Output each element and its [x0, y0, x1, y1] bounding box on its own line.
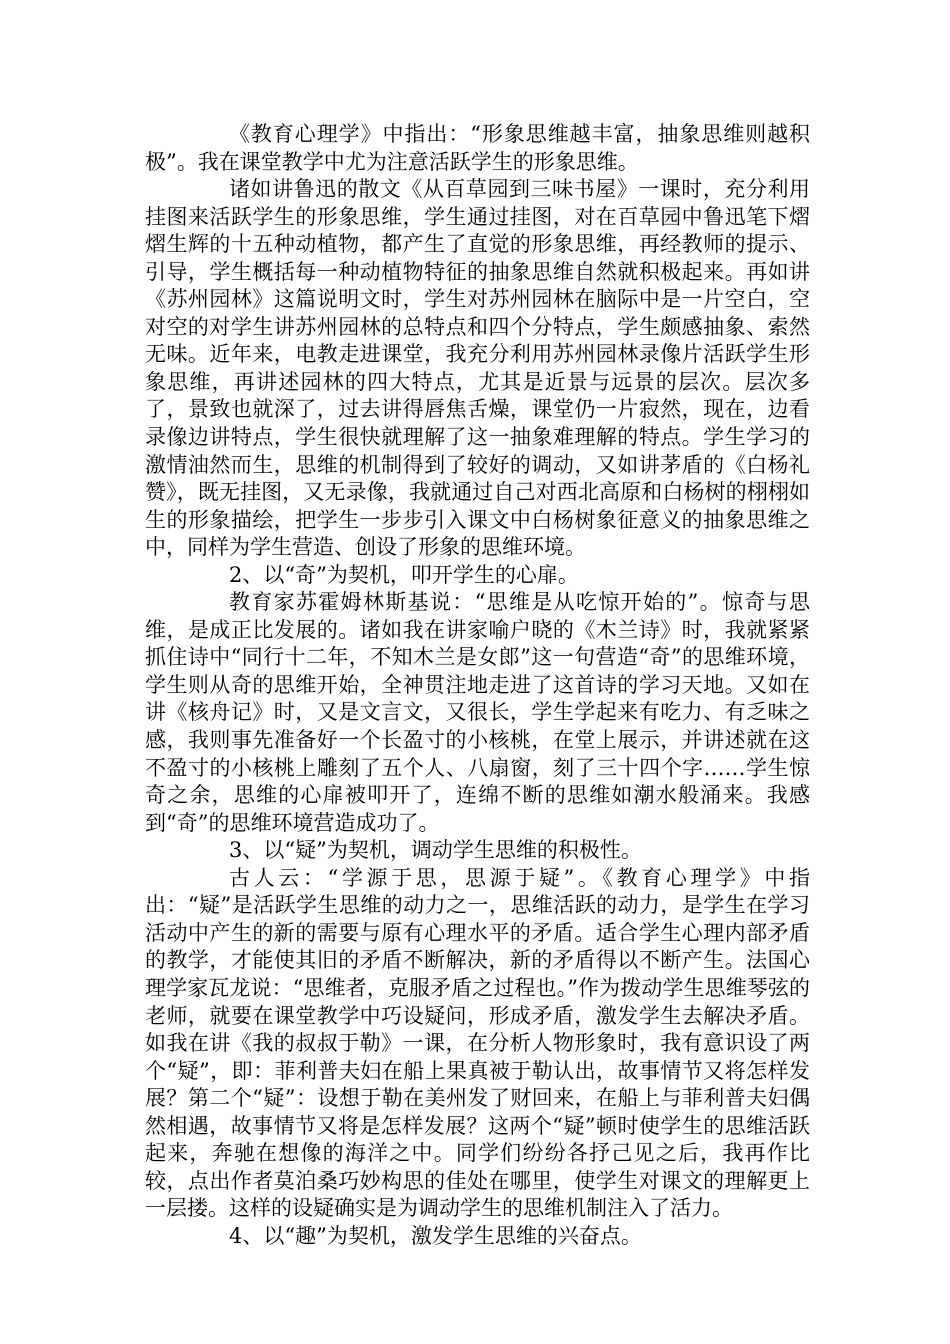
- paragraph-2: 诸如讲鲁迅的散文《从百草园到三味书屋》一课时，充分利用挂图来活跃学生的形象思维，学生通过挂图，对在百草园中鲁迅笔下熠熠生辉的十五种动植物，都产生了直觉的形象思维，再经教师的提示、引导，学生概括每一种动植物特征的抽象思维自然就积极起来。再如讲《苏州园林》这篇说明文时，学生对苏州园林在脑际中是一片空白，空对空的对学生讲苏州园林的总特点和四个分特点，学生颇感抽象、索然无味。近年来，电教走进课堂，我充分利用苏州园林录像片活跃学生形象思维，再讲述园林的四大特点，尤其是近景与远景的层次。层次多了，景致也就深了，过去讲得唇焦舌燥，课堂仍一片寂然，现在，边看录像边讲特点，学生很快就理解了这一抽象难理解的特点。学生学习的激情油然而生，思维的机制得到了较好的调动，又如讲茅盾的《白杨礼赞》，既无挂图，又无录像，我就通过自己对西北高原和白杨树的栩栩如生的形象描绘，把学生一步步引入课文中白杨树象征意义的抽象思维之中，同样为学生营造、创设了形象的思维环境。: [145, 177, 810, 560]
- body-text: [145, 121, 810, 1250]
- section-heading-2: 2、以“奇”为契机，叩开学生的心扉。: [229, 562, 579, 587]
- paragraph-3: 教育家苏霍姆林斯基说：“思维是从吃惊开始的”。惊奇与思维，是成正比发展的。诸如我在讲家喻户晓的《木兰诗》时，我就紧紧抓住诗中“同行十二年，不知木兰是女郎”这一句营造“奇”的思维环境，学生则从奇的思维开始，全神贯注地走进了这首诗的学习天地。又如在讲《核舟记》时，又是文言文，又很长，学生学起来有吃力、有乏味之感，我则事先准备好一个长盈寸的小核桃，在堂上展示，并讲述就在这不盈寸的小核桃上雕刻了五个人、八扇窗，刻了三十四个字……学生惊奇之余，思维的心扉被叩开了，连绵不断的思维如潮水般涌来。我感到“奇”的思维环境营造成功了。: [145, 590, 810, 835]
- paragraph-1: 《教育心理学》中指出：“形象思维越丰富，抽象思维则越积极”。我在课堂教学中尤为注意活跃学生的形象思维。: [145, 122, 810, 174]
- section-heading-4: 4、以“趣”为契机，激发学生思维的兴奋点。: [229, 1223, 642, 1248]
- paragraph-4: 古人云：“学源于思，思源于疑”。《教育心理学》中指出：“疑”是活跃学生思维的动力之一，思维活跃的动力，是学生在学习活动中产生的新的需要与原有心理水平的矛盾。适合学生心理内部矛盾的教学，才能使其旧的矛盾不断解决，新的矛盾得以不断产生。法国心理学家瓦龙说：“思维者，克服矛盾之过程也。”作为拨动学生思维琴弦的老师，就要在课堂教学中巧设疑问，形成矛盾，激发学生去解决矛盾。如我在讲《我的叔叔于勒》一课，在分析人物形象时，我有意识设了两个“疑”，即：菲利普夫妇在船上果真被于勒认出，故事情节又将怎样发展？第二个“疑”：设想于勒在美州发了财回来，在船上与菲利普夫妇偶然相遇，故事情节又将是怎样发展？这两个“疑”顿时使学生的思维活跃起来，奔驰在想像的海洋之中。同学们纷纷各抒己见之后，我再作比较，点出作者莫泊桑巧妙构思的佳处在哪里，使学生对课文的理解更上一层搂。这样的设疑确实是为调动学生的思维机制注入了活力。: [145, 865, 810, 1221]
- section-heading-3: 3、以“疑”为契机，调动学生思维的积极性。: [229, 838, 642, 863]
